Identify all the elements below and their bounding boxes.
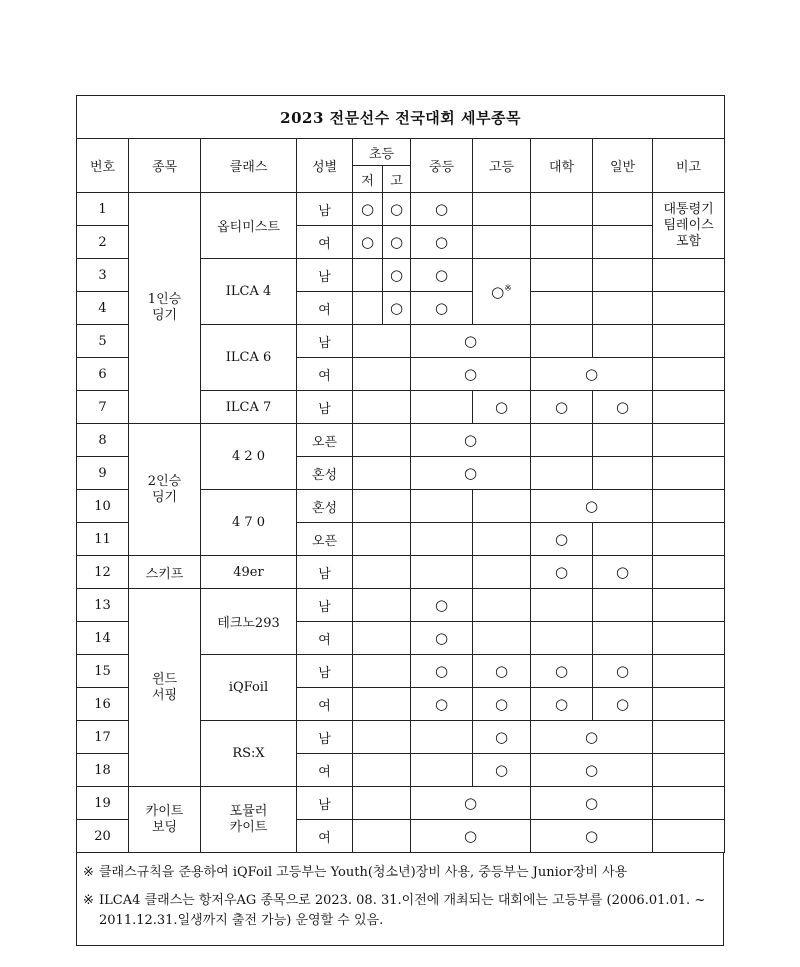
mark-general: ○ xyxy=(593,556,653,589)
class-optimist: 옵티미스트 xyxy=(201,193,297,259)
empty-cell xyxy=(411,556,473,589)
notes-box xyxy=(76,853,724,946)
mark-college: ○ xyxy=(531,523,593,556)
gender-cell: 남 xyxy=(297,655,353,688)
empty-cell xyxy=(353,589,411,622)
header-middle: 중등 xyxy=(411,139,473,193)
empty-cell xyxy=(653,490,725,523)
row-number: 10 xyxy=(77,490,129,523)
class-formula-kite: 포뮬러 카이트 xyxy=(201,787,297,853)
row-number: 18 xyxy=(77,754,129,787)
empty-cell xyxy=(593,424,653,457)
empty-cell xyxy=(653,391,725,424)
gender-cell: 남 xyxy=(297,391,353,424)
gender-cell: 남 xyxy=(297,325,353,358)
gender-cell: 여 xyxy=(297,292,353,325)
empty-cell xyxy=(653,820,725,853)
mark-middle-high: ○ xyxy=(411,820,531,853)
header-college: 대학 xyxy=(531,139,593,193)
empty-cell xyxy=(353,754,411,787)
gender-cell: 오픈 xyxy=(297,523,353,556)
empty-cell xyxy=(353,655,411,688)
event-table xyxy=(76,95,725,853)
empty-cell xyxy=(531,259,593,292)
empty-cell xyxy=(353,292,383,325)
mark-middle-high: ○ xyxy=(411,787,531,820)
empty-cell xyxy=(653,622,725,655)
empty-cell xyxy=(593,292,653,325)
header-elementary: 초등 xyxy=(353,139,411,166)
empty-cell xyxy=(353,721,411,754)
mark-college-general: ○ xyxy=(531,754,653,787)
empty-cell xyxy=(653,457,725,490)
row-number: 19 xyxy=(77,787,129,820)
row-number: 4 xyxy=(77,292,129,325)
mark-general: ○ xyxy=(593,688,653,721)
mark-high: ○ xyxy=(473,655,531,688)
empty-cell xyxy=(473,193,531,226)
mark-middle: ○ xyxy=(411,589,473,622)
mark-middle-high: ○ xyxy=(411,424,531,457)
row-number: 17 xyxy=(77,721,129,754)
header-high: 고등 xyxy=(473,139,531,193)
gender-cell: 여 xyxy=(297,622,353,655)
mark-college-general: ○ xyxy=(531,787,653,820)
mark-college: ○ xyxy=(531,391,593,424)
empty-cell xyxy=(593,193,653,226)
header-gender: 성별 xyxy=(297,139,353,193)
mark-high: ○ xyxy=(473,391,531,424)
class-techno293: 테크노293 xyxy=(201,589,297,655)
note-2 xyxy=(83,891,717,931)
empty-cell xyxy=(473,622,531,655)
note-symbol: ※ xyxy=(83,893,94,908)
mark-college-general: ○ xyxy=(531,358,653,391)
row-number: 14 xyxy=(77,622,129,655)
empty-cell xyxy=(531,622,593,655)
empty-cell xyxy=(653,655,725,688)
mark-elem-low: ○ xyxy=(353,226,383,259)
class-ilca7: ILCA 7 xyxy=(201,391,297,424)
mark-middle: ○ xyxy=(411,193,473,226)
empty-cell xyxy=(353,622,411,655)
row-number: 1 xyxy=(77,193,129,226)
remark-optimist: 대통령기 팀레이스 포함 xyxy=(653,193,725,259)
note-marker: ※ xyxy=(504,283,512,294)
gender-cell: 여 xyxy=(297,226,353,259)
header-elem-low: 저 xyxy=(353,166,383,193)
gender-cell: 여 xyxy=(297,688,353,721)
note-text: 클래스규칙을 준용하여 iQFoil 고등부는 Youth(청소년)장비 사용, 중등부는 Junior장비 사용 xyxy=(99,865,628,880)
class-49er: 49er xyxy=(201,556,297,589)
mark-elem-high: ○ xyxy=(383,226,411,259)
empty-cell xyxy=(411,490,473,523)
mark-middle: ○ xyxy=(411,688,473,721)
mark-middle: ○ xyxy=(411,259,473,292)
event-two-person-dinghy: 2인승 딩기 xyxy=(129,424,201,556)
empty-cell xyxy=(531,589,593,622)
gender-cell: 혼성 xyxy=(297,490,353,523)
event-skiff: 스키프 xyxy=(129,556,201,589)
empty-cell xyxy=(531,424,593,457)
gender-cell: 혼성 xyxy=(297,457,353,490)
empty-cell xyxy=(593,325,653,358)
empty-cell xyxy=(411,523,473,556)
row-number: 16 xyxy=(77,688,129,721)
class-420: 4 2 0 xyxy=(201,424,297,490)
mark-elem-high: ○ xyxy=(383,292,411,325)
empty-cell xyxy=(353,325,411,358)
table-title: 2023 전문선수 전국대회 세부종목 xyxy=(77,96,725,139)
row-number: 11 xyxy=(77,523,129,556)
gender-cell: 남 xyxy=(297,787,353,820)
row-number: 9 xyxy=(77,457,129,490)
empty-cell xyxy=(473,523,531,556)
mark-general: ○ xyxy=(593,391,653,424)
header-general: 일반 xyxy=(593,139,653,193)
empty-cell xyxy=(531,226,593,259)
note-symbol: ※ xyxy=(83,865,94,880)
gender-cell: 오픈 xyxy=(297,424,353,457)
mark-middle-high: ○ xyxy=(411,325,531,358)
empty-cell xyxy=(653,424,725,457)
mark-elem-high: ○ xyxy=(383,193,411,226)
mark-elem-high: ○ xyxy=(383,259,411,292)
mark-high: ○ xyxy=(491,282,505,301)
mark-middle-high: ○ xyxy=(411,358,531,391)
row-number: 15 xyxy=(77,655,129,688)
row-number: 2 xyxy=(77,226,129,259)
empty-cell xyxy=(593,622,653,655)
empty-cell xyxy=(353,556,411,589)
gender-cell: 남 xyxy=(297,721,353,754)
empty-cell xyxy=(353,358,411,391)
empty-cell xyxy=(653,787,725,820)
empty-cell xyxy=(353,424,411,457)
empty-cell xyxy=(531,457,593,490)
event-kiteboarding: 카이트 보딩 xyxy=(129,787,201,853)
mark-college-general: ○ xyxy=(531,721,653,754)
mark-middle: ○ xyxy=(411,622,473,655)
empty-cell xyxy=(411,391,473,424)
mark-college-general: ○ xyxy=(531,490,653,523)
empty-cell xyxy=(593,523,653,556)
event-table-document xyxy=(76,95,724,946)
empty-cell xyxy=(653,259,725,292)
gender-cell: 여 xyxy=(297,754,353,787)
empty-cell xyxy=(531,292,593,325)
empty-cell xyxy=(353,820,411,853)
class-iqfoil: iQFoil xyxy=(201,655,297,721)
mark-middle: ○ xyxy=(411,655,473,688)
row-number: 13 xyxy=(77,589,129,622)
empty-cell xyxy=(653,688,725,721)
empty-cell xyxy=(531,193,593,226)
event-one-person-dinghy: 1인승 딩기 xyxy=(129,193,201,424)
empty-cell xyxy=(653,523,725,556)
mark-high: ○ xyxy=(473,688,531,721)
empty-cell xyxy=(353,457,411,490)
gender-cell: 남 xyxy=(297,259,353,292)
empty-cell xyxy=(473,490,531,523)
empty-cell xyxy=(653,292,725,325)
mark-college: ○ xyxy=(531,655,593,688)
row-number: 6 xyxy=(77,358,129,391)
mark-college: ○ xyxy=(531,688,593,721)
class-rsx: RS:X xyxy=(201,721,297,787)
empty-cell xyxy=(411,721,473,754)
header-no: 번호 xyxy=(77,139,129,193)
empty-cell xyxy=(653,556,725,589)
empty-cell xyxy=(473,556,531,589)
row-number: 12 xyxy=(77,556,129,589)
empty-cell xyxy=(473,226,531,259)
gender-cell: 여 xyxy=(297,358,353,391)
empty-cell xyxy=(653,721,725,754)
empty-cell xyxy=(353,259,383,292)
empty-cell xyxy=(473,589,531,622)
empty-cell xyxy=(593,457,653,490)
gender-cell: 남 xyxy=(297,193,353,226)
gender-cell: 남 xyxy=(297,589,353,622)
gender-cell: 남 xyxy=(297,556,353,589)
row-number: 8 xyxy=(77,424,129,457)
empty-cell xyxy=(593,589,653,622)
mark-middle-high: ○ xyxy=(411,457,531,490)
empty-cell xyxy=(593,226,653,259)
row-number: 20 xyxy=(77,820,129,853)
row-number: 7 xyxy=(77,391,129,424)
empty-cell xyxy=(593,259,653,292)
empty-cell xyxy=(353,787,411,820)
class-ilca4: ILCA 4 xyxy=(201,259,297,325)
mark-college: ○ xyxy=(531,556,593,589)
empty-cell xyxy=(353,490,411,523)
empty-cell xyxy=(653,358,725,391)
header-class: 클래스 xyxy=(201,139,297,193)
row-number: 3 xyxy=(77,259,129,292)
empty-cell xyxy=(353,688,411,721)
row-number: 5 xyxy=(77,325,129,358)
mark-middle: ○ xyxy=(411,292,473,325)
empty-cell xyxy=(653,589,725,622)
empty-cell xyxy=(531,325,593,358)
mark-high: ○ xyxy=(473,754,531,787)
empty-cell xyxy=(353,391,411,424)
gender-cell: 여 xyxy=(297,820,353,853)
mark-high-note xyxy=(473,259,531,325)
mark-college-general: ○ xyxy=(531,820,653,853)
mark-elem-low: ○ xyxy=(353,193,383,226)
empty-cell xyxy=(353,523,411,556)
note-text: ILCA4 클래스는 항저우AG 종목으로 2023. 08. 31.이전에 개최되는 대회에는 고등부를 (2006.01.01. ~ 2011.12.31.일생까지 출전 가능) 운영할 수 있음. xyxy=(99,893,706,928)
mark-middle: ○ xyxy=(411,226,473,259)
mark-general: ○ xyxy=(593,655,653,688)
header-event: 종목 xyxy=(129,139,201,193)
note-1 xyxy=(83,863,717,883)
class-470: 4 7 0 xyxy=(201,490,297,556)
class-ilca6: ILCA 6 xyxy=(201,325,297,391)
header-elem-high: 고 xyxy=(383,166,411,193)
empty-cell xyxy=(411,754,473,787)
header-remark: 비고 xyxy=(653,139,725,193)
empty-cell xyxy=(653,325,725,358)
empty-cell xyxy=(653,754,725,787)
event-windsurfing: 윈드 서핑 xyxy=(129,589,201,787)
mark-high: ○ xyxy=(473,721,531,754)
